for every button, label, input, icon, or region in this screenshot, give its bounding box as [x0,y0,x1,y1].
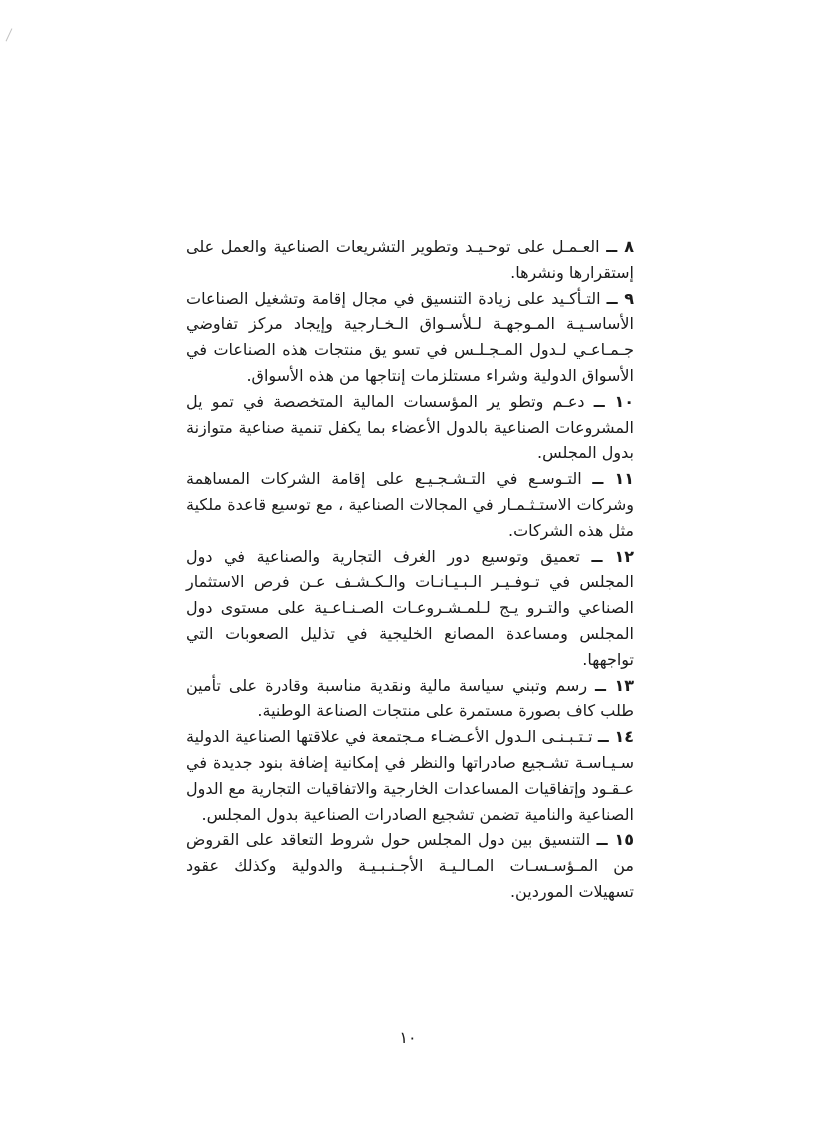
item-text: العـمـل على توحـيـد وتطوير التشريعات الصناعية والعمل على إستقرارها ونشرها. [186,237,634,282]
item-number: ١٣ ــ [595,675,634,695]
item-number: ١٤ ــ [597,727,635,747]
item-text: تـتـبـنـى الـدول الأعـضـاء مـجتمعة في علاقتها الصناعية الدولية سـيـاسـة تشـجيع صادراتها والنظر في إمكانية إضافة بنود جديدة في عـقـود وإتفاقيات المساعدات الخارجية والاتفاقيات التجارية مع الدول الصناعية والنامية تضمن تشجيع الصادرات الصناعية بدول المجلس. [186,727,634,824]
scan-mark [6,28,22,45]
list-item [186,544,634,673]
list-item [186,286,634,389]
item-text: التـأكـيد على زيادة التنسيق في مجال إقامة وتشغيل الصناعات الأساسـيـة المـوجهـة لـلأسـواق الـخـارجية وإيجاد مركز تفاوضي جـمـاعـي لـدول المـجـلـس في تسو يق منتجات هذه الصناعات في الأسواق الدولية وشراء مستلزمات إنتاجها من هذه الأسواق. [186,288,634,385]
page-number: ١٠ [399,1028,417,1047]
list-item [186,466,634,543]
item-text: التـوسـع في التـشـجـيـع على إقامة الشركات المساهمة وشركات الاستـثـمـار في المجالات الصناعية ، مع توسيع قاعدة ملكية مثل هذه الشركات. [186,469,634,540]
item-number: ١١ ــ [592,469,634,489]
list-item [186,234,634,286]
list-item [186,673,634,725]
item-text: التنسيق بين دول المجلس حول شروط التعاقد على القروض من المـؤسـسـات المـالـيـة الأجـنـبـيـة والدولية وكذلك عقود تسهيلات الموردين. [186,830,634,901]
item-number: ٨ ــ [606,237,634,256]
item-number: ١٠ ــ [593,391,634,411]
item-number: ١٢ ــ [591,546,634,566]
item-text: رسم وتبني سياسة مالية ونقدية مناسبة وقادرة على تأمين طلب كاف بصورة مستمرة على منتجات الصناعة الوطنية. [186,675,634,721]
item-number: ١٥ ــ [596,830,635,850]
item-text: دعـم وتطو ير المؤسسات المالية المتخصصة في تمو يل المشروعات الصناعية بالدول الأعضاء بما يكفل تنمية صناعية متوازنة بدول المجلس. [186,391,634,463]
item-number: ٩ ــ [606,288,634,308]
numbered-list [186,234,634,905]
list-item [186,827,634,904]
list-item [186,389,634,466]
item-text: تعميق وتوسيع دور الغرف التجارية والصناعية في دول المجلس في تـوفـيـر الـبـيـانـات والـكـشـف عـن فرص الاستثمار الصناعي والتـرو يـج لـلمـشـروعـات الصـنـاعـية على مستوى دول المجلس ومساعدة المصانع الخليجية في تذليل الصعوبات التي تواجهها. [186,546,634,669]
list-item [186,724,634,827]
